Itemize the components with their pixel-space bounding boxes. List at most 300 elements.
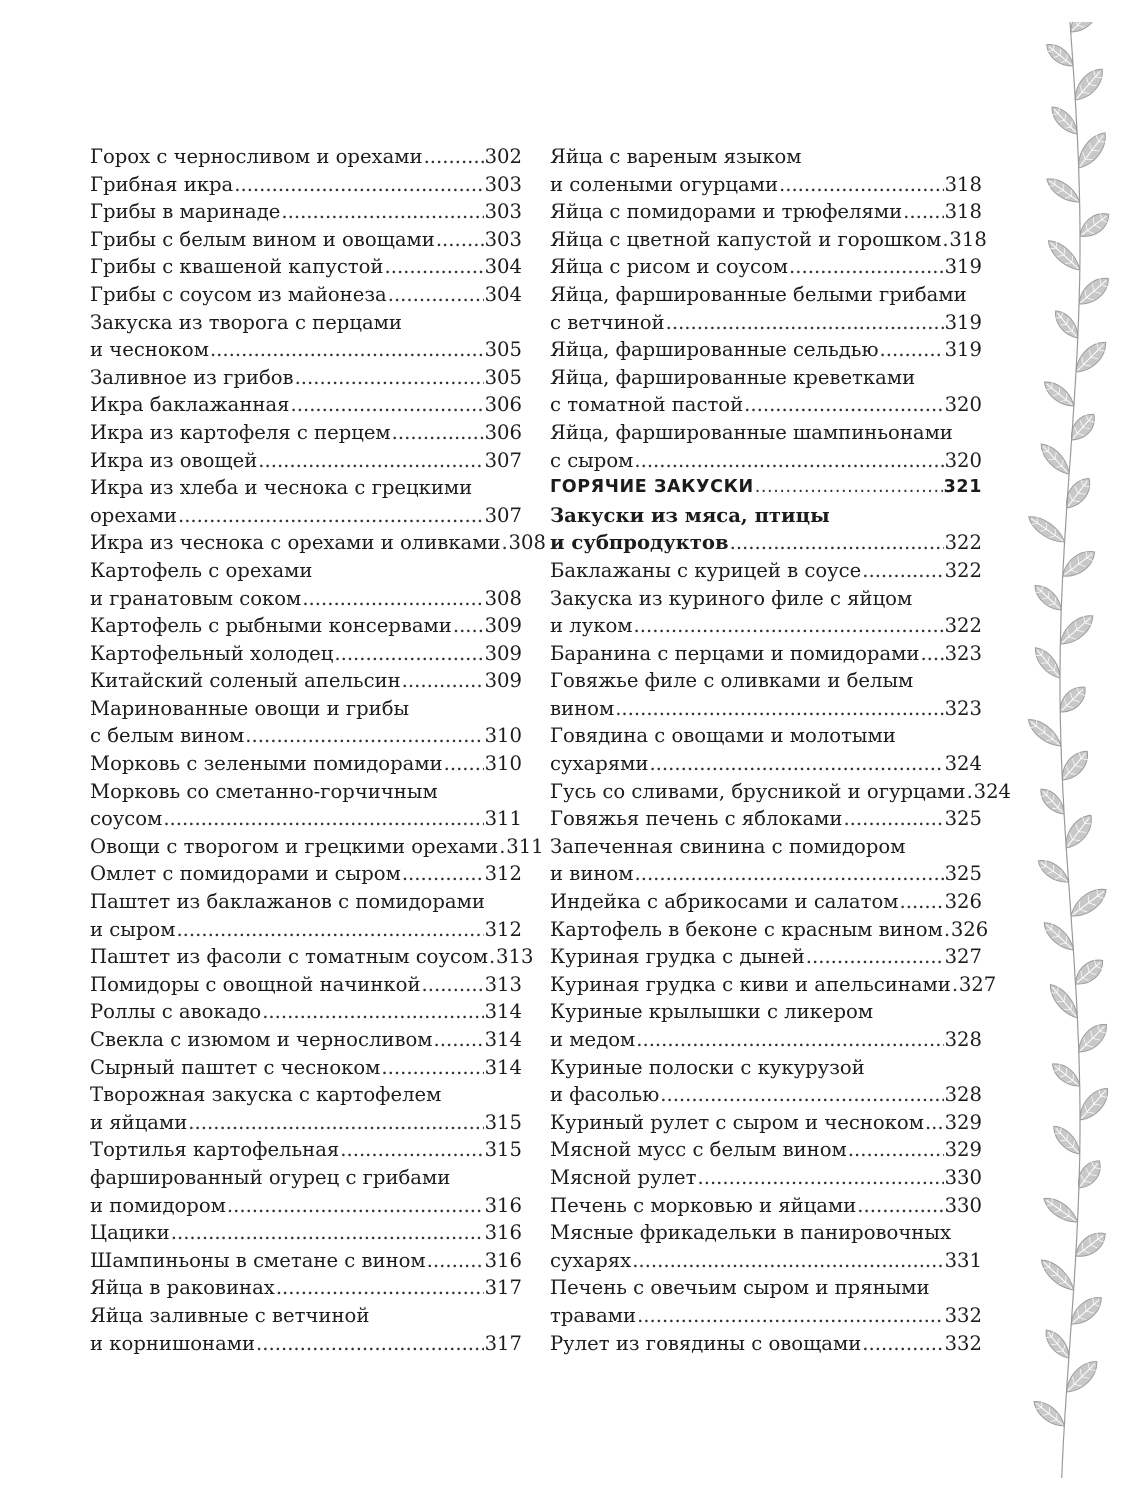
dot-leader — [903, 198, 943, 226]
dot-leader — [262, 998, 483, 1026]
toc-entry — [90, 998, 522, 1026]
toc-entry — [550, 336, 982, 364]
dot-leader — [857, 1192, 943, 1220]
leaf — [1041, 1326, 1074, 1362]
toc-page-number: 321 — [943, 477, 982, 498]
toc-page-number: 312 — [484, 917, 522, 941]
toc-entry-title-line: Яйца с помидорами и трюфелями — [550, 200, 903, 224]
toc-entry-title-line: с ветчиной — [550, 310, 665, 334]
toc-entry — [90, 1054, 522, 1082]
toc-page-number: 318 — [949, 227, 987, 251]
toc-entry-last-line — [90, 419, 522, 447]
toc-entry-last-line — [550, 336, 982, 364]
toc-page-number: 319 — [944, 310, 982, 334]
toc-entry — [90, 1164, 522, 1219]
toc-entry-last-line — [90, 805, 522, 833]
toc-entry-title-line: с сыром — [550, 448, 634, 472]
toc-entry-title-line: с томатной пастой — [550, 393, 744, 417]
dot-leader — [436, 226, 484, 254]
toc-entry-last-line — [90, 1219, 522, 1247]
toc-page-number: 308 — [484, 586, 522, 610]
toc-entry-last-line — [90, 1192, 522, 1220]
dot-leader — [385, 253, 484, 281]
dot-leader — [402, 860, 484, 888]
toc-entry-title-line: Куриные полоски с кукурузой — [550, 1055, 865, 1079]
dot-leader — [744, 391, 943, 419]
leaf-vine-border-icon — [1014, 22, 1126, 1478]
toc-page-number: 329 — [944, 1138, 982, 1162]
toc-entry — [90, 529, 546, 557]
dot-leader — [779, 171, 944, 199]
toc-entry — [550, 971, 997, 999]
toc-entry — [550, 722, 982, 777]
toc-entry-title-line: и помидором — [90, 1193, 226, 1217]
toc-page-number: 330 — [944, 1165, 982, 1189]
toc-entry-last-line — [550, 971, 997, 999]
toc-entry-title-line: Морковь со сметанно-горчичным — [90, 779, 438, 803]
toc-entry-title-line: и медом — [550, 1028, 636, 1051]
dot-leader — [789, 253, 944, 281]
toc-entry — [90, 309, 522, 364]
toc-entry-title-line: Икра из чеснока с орехами и оливками — [90, 531, 501, 555]
leaf — [1043, 174, 1084, 208]
dot-leader — [334, 640, 483, 668]
toc-entry — [90, 198, 522, 226]
toc-entry-last-line — [90, 943, 534, 971]
toc-entry — [550, 1192, 982, 1220]
toc-entry-title-line: Яйца с рисом и соусом — [550, 255, 789, 279]
toc-entry-title-line: Куриная грудка с киви и апельсинами — [550, 972, 951, 996]
toc-entry — [550, 1109, 982, 1137]
toc-entry-title-line: Омлет с помидорами и сыром — [90, 862, 401, 886]
leaf — [1049, 1122, 1085, 1159]
dot-leader — [502, 529, 508, 557]
toc-entry-title-line: Гусь со сливами, брусникой и огурцами — [550, 779, 966, 803]
toc-entry — [90, 750, 522, 778]
toc-entry-title-line: Яйца с вареным языком — [550, 145, 802, 168]
toc-entry-last-line — [550, 1081, 982, 1109]
toc-entry-last-line — [90, 1109, 522, 1137]
dot-leader — [967, 778, 973, 806]
toc-entry-title-line: Яйца с цветной капустой и горошком — [550, 227, 942, 251]
toc-page-number: 309 — [484, 669, 522, 693]
toc-entry — [90, 364, 522, 392]
dot-leader — [227, 1192, 484, 1220]
toc-entry-last-line — [90, 612, 522, 640]
toc-entry — [90, 226, 522, 254]
toc-entry — [90, 281, 522, 309]
dot-leader — [730, 529, 944, 557]
toc-entry-last-line — [90, 1136, 522, 1164]
toc-entry-title-line: Паштет из баклажанов с помидорами — [90, 890, 485, 914]
toc-entry-last-line — [90, 640, 522, 668]
toc-page-number: 324 — [973, 779, 1012, 803]
toc-entry-title-line: и солеными огурцами — [550, 172, 778, 196]
toc-entry-title-line: с белым вином — [90, 724, 245, 748]
toc-right-column — [550, 143, 1012, 1357]
dot-leader — [210, 336, 484, 364]
toc-entry-title-line: Маринованные овощи и грибы — [90, 696, 410, 720]
dot-leader — [258, 447, 483, 475]
toc-entry — [90, 557, 522, 612]
dot-leader — [434, 1026, 484, 1054]
toc-page-number: 304 — [484, 255, 522, 279]
toc-entry — [90, 391, 522, 419]
toc-entry — [550, 1330, 982, 1358]
toc-page-number: 319 — [944, 338, 982, 362]
toc-entry-title-line: Индейка с абрикосами и салатом — [550, 890, 899, 914]
toc-entry-last-line — [550, 888, 982, 916]
toc-entry-last-line — [550, 1247, 982, 1275]
toc-page-number: 307 — [484, 448, 522, 472]
toc-page-number: 304 — [484, 282, 522, 306]
dot-leader — [920, 640, 943, 668]
toc-entry-last-line — [90, 364, 522, 392]
toc-entry-last-line — [550, 1109, 982, 1137]
toc-entry — [550, 1136, 982, 1164]
toc-entry-title-line: Морковь с зелеными помидорами — [90, 752, 443, 776]
leaf — [1037, 1255, 1078, 1295]
toc-entry — [90, 143, 522, 171]
toc-page-number: 306 — [484, 393, 522, 417]
dot-leader — [381, 1054, 483, 1082]
toc-page-number: 313 — [496, 945, 534, 969]
toc-entry-title-line: и корнишонами — [90, 1331, 256, 1355]
toc-entry-last-line — [550, 943, 982, 971]
toc-page-number: 322 — [944, 558, 982, 582]
toc-entry-title-line: Мясной рулет — [550, 1165, 697, 1189]
toc-entry-title-line: Мясные фрикадельки в панировочных — [550, 1221, 951, 1245]
toc-page-number: 323 — [944, 641, 982, 665]
toc-entry-last-line — [90, 833, 544, 861]
dot-leader — [188, 1109, 483, 1137]
toc-entry-title-line: Картофель с рыбными консервами — [90, 614, 452, 638]
toc-entry-title-line: сухарях — [550, 1248, 632, 1272]
toc-entry-title-line: Грибы в маринаде — [90, 200, 281, 224]
toc-entry — [550, 198, 982, 226]
toc-page-number: 308 — [508, 531, 546, 555]
toc-entry-title-line: Яйца в раковинах — [90, 1276, 275, 1300]
toc-page-number: 305 — [484, 365, 522, 389]
toc-entry-last-line — [90, 336, 522, 364]
toc-page-number: 312 — [484, 862, 522, 886]
toc-entry-title-line: Куриные крылышки с ликером — [550, 1000, 874, 1024]
toc-entry-last-line — [90, 447, 522, 475]
toc-entry — [550, 1054, 982, 1109]
toc-page-number: 323 — [944, 696, 982, 720]
dot-leader — [176, 916, 483, 944]
toc-page-number: 318 — [944, 172, 982, 196]
dot-leader — [634, 612, 944, 640]
toc-entry-last-line — [550, 474, 982, 502]
toc-entry — [90, 833, 544, 861]
toc-entry — [90, 695, 522, 750]
toc-entry-title-line: Рулет из говядины с овощами — [550, 1331, 862, 1355]
dot-leader — [615, 695, 943, 723]
toc-entry-last-line — [550, 612, 982, 640]
dot-leader — [489, 943, 495, 971]
dot-leader — [291, 391, 484, 419]
dot-leader — [637, 1302, 944, 1330]
toc-entry-last-line — [550, 1302, 982, 1330]
toc-entry-last-line — [90, 281, 522, 309]
dot-leader — [698, 1164, 944, 1192]
toc-entry-last-line — [90, 667, 522, 695]
toc-entry-title-line: и гранатовым соком — [90, 586, 302, 610]
toc-entry-last-line — [550, 1330, 982, 1358]
toc-entry-last-line — [90, 529, 546, 557]
toc-entry-title-line: Картофельный холодец — [90, 641, 334, 665]
dot-leader — [942, 226, 948, 254]
toc-entry-title-line: сухарями — [550, 752, 649, 776]
toc-entry-title-line: Грибы с белым вином и овощами — [90, 227, 435, 251]
toc-entry-title-line: Икра из овощей — [90, 448, 258, 472]
dot-leader — [234, 171, 483, 199]
toc-page-number: 315 — [484, 1110, 522, 1134]
toc-entry-title-line: Яйца заливные с ветчиной — [90, 1303, 370, 1327]
toc-page-number: 306 — [484, 420, 522, 444]
toc-entry — [90, 1081, 522, 1136]
toc-entry-title-line: орехами — [90, 503, 177, 527]
dot-leader — [281, 198, 483, 226]
toc-entry-title-line: Свекла с изюмом и черносливом — [90, 1028, 433, 1051]
dot-leader — [392, 419, 484, 447]
dot-leader — [944, 916, 950, 944]
dot-leader — [880, 336, 944, 364]
toc-entry — [550, 640, 982, 668]
toc-entry-title-line: Тортилья картофельная — [90, 1138, 340, 1162]
dot-leader — [276, 1274, 484, 1302]
dot-leader — [666, 309, 944, 337]
toc-entry — [90, 1026, 522, 1054]
toc-entry — [550, 143, 982, 198]
toc-entry-title-line: Грибы с соусом из майонеза — [90, 282, 387, 306]
toc-page-number: 319 — [944, 255, 982, 279]
toc-entry-last-line — [90, 998, 522, 1026]
toc-page-number: 332 — [944, 1331, 982, 1355]
dot-leader — [649, 750, 943, 778]
leaf — [1030, 581, 1066, 615]
toc-page-number: 309 — [484, 641, 522, 665]
toc-entry-title-line: Баклажаны с курицей в соусе — [550, 558, 862, 582]
toc-entry — [550, 805, 982, 833]
toc-entry-title-line: Куриный рулет с сыром и чесноком — [550, 1110, 924, 1134]
toc-entry-title-line: Горох с черносливом и орехами — [90, 145, 423, 168]
toc-entry-title-line: и субпродуктов — [550, 531, 729, 555]
toc-entry-last-line — [90, 171, 522, 199]
toc-entry-title-line: Баранина с перцами и помидорами — [550, 641, 920, 665]
toc-page-number: 322 — [944, 531, 982, 555]
toc-page-number: 305 — [484, 338, 522, 362]
toc-entry-last-line — [90, 1247, 522, 1275]
toc-entry-title-line: Печень с морковью и яйцами — [550, 1193, 857, 1217]
toc-entry-title-line: Печень с овечьим сыром и пряными — [550, 1276, 930, 1300]
toc-page-number: 320 — [944, 448, 982, 472]
vine-stem — [1060, 22, 1080, 1478]
toc-page-number: 327 — [958, 972, 997, 996]
toc-entry-last-line — [550, 695, 982, 723]
toc-page-number: 307 — [484, 503, 522, 527]
leaf — [1025, 511, 1069, 547]
toc-entry-last-line — [90, 722, 522, 750]
dot-leader — [862, 1330, 943, 1358]
toc-entry — [550, 833, 982, 888]
leaf — [1044, 236, 1085, 275]
toc-page-number: 331 — [944, 1248, 982, 1272]
toc-entry-title-line: Закуска из куриного филе с яйцом — [550, 586, 913, 610]
toc-entry — [550, 419, 982, 474]
toc-page-number: 316 — [484, 1193, 522, 1217]
toc-entry-last-line — [90, 1026, 522, 1054]
dot-leader — [806, 943, 944, 971]
dot-leader — [402, 667, 484, 695]
toc-entry — [90, 943, 534, 971]
toc-entry-last-line — [550, 1164, 982, 1192]
toc-entry — [550, 364, 982, 419]
toc-entry-last-line — [550, 198, 982, 226]
toc-entry-title-line: Яйца, фаршированные шампиньонами — [550, 420, 953, 444]
toc-page-number: 303 — [484, 200, 522, 224]
toc-page-number: 314 — [484, 1028, 522, 1051]
toc-page-number: 314 — [484, 1000, 522, 1024]
toc-entry-last-line — [550, 391, 982, 419]
toc-entry-last-line — [550, 860, 982, 888]
toc-entry-last-line — [550, 447, 982, 475]
toc-entry-title-line: Заливное из грибов — [90, 365, 294, 389]
toc-entry-title-line: Икра из хлеба и чеснока с грецкими — [90, 476, 473, 500]
toc-entry — [550, 888, 982, 916]
toc-entry-title-line: и луком — [550, 614, 633, 638]
toc-entry — [550, 916, 989, 944]
dot-leader — [302, 585, 483, 613]
dot-leader — [925, 1109, 944, 1137]
toc-page-number: 327 — [944, 945, 982, 969]
dot-leader — [295, 364, 484, 392]
toc-entry — [90, 171, 522, 199]
toc-page-number: 330 — [944, 1193, 982, 1217]
toc-page-number: 322 — [944, 614, 982, 638]
toc-entry — [550, 253, 982, 281]
toc-page-number: 328 — [944, 1083, 982, 1107]
toc-entry — [90, 971, 522, 999]
toc-entry-title-line: ГОРЯЧИЕ ЗАКУСКИ — [550, 477, 754, 498]
toc-page-number: 324 — [944, 752, 982, 776]
toc-entry-title-line: Говядина с овощами и молотыми — [550, 724, 896, 748]
toc-entry-last-line — [550, 805, 982, 833]
toc-entry — [550, 778, 1012, 806]
toc-entry-title-line: Яйца, фаршированные белыми грибами — [550, 282, 967, 306]
leaf — [1040, 1193, 1081, 1228]
toc-page-number: 328 — [944, 1028, 982, 1051]
dot-leader — [499, 833, 505, 861]
toc-entry-last-line — [90, 971, 522, 999]
toc-entry — [90, 1136, 522, 1164]
toc-entry-title-line: вином — [550, 696, 615, 720]
toc-entry — [90, 1219, 522, 1247]
toc-entry — [550, 226, 987, 254]
toc-page-number: 318 — [944, 200, 982, 224]
toc-page-number: 310 — [484, 752, 522, 776]
toc-entry-last-line — [550, 557, 982, 585]
toc-entry — [90, 860, 522, 888]
dot-leader — [178, 502, 484, 530]
toc-entry — [550, 667, 982, 722]
toc-entry-title-line: Закуски из мяса, птицы — [550, 503, 830, 527]
toc-entry-title-line: Роллы с авокадо — [90, 1000, 262, 1024]
toc-entry-title-line: Закуска из творога с перцами — [90, 310, 402, 334]
toc-entry-last-line — [550, 1026, 982, 1054]
dot-leader — [632, 1247, 943, 1275]
toc-entry — [90, 778, 522, 833]
toc-entry-last-line — [90, 1054, 522, 1082]
toc-entry — [550, 1274, 982, 1329]
toc-entry-last-line — [90, 226, 522, 254]
toc-entry — [90, 253, 522, 281]
toc-entry — [550, 502, 982, 557]
dot-leader — [256, 1330, 484, 1358]
toc-entry-title-line: Шампиньоны в сметане с вином — [90, 1248, 426, 1272]
toc-page-number: 315 — [484, 1138, 522, 1162]
toc-entry-title-line: фаршированный огурец с грибами — [90, 1165, 451, 1189]
toc-entry-last-line — [550, 778, 1012, 806]
toc-page-number: 317 — [484, 1276, 522, 1300]
toc-entry-title-line: Помидоры с овощной начинкой — [90, 972, 421, 996]
toc-entry-title-line: Яйца, фаршированные креветками — [550, 365, 916, 389]
toc-entry-last-line — [90, 253, 522, 281]
toc-entry — [550, 585, 982, 640]
toc-entry — [90, 640, 522, 668]
toc-page-number: 309 — [484, 614, 522, 638]
toc-entry-last-line — [90, 585, 522, 613]
leaf — [1075, 208, 1114, 243]
toc-page-number: 329 — [944, 1110, 982, 1134]
toc-entry — [90, 1247, 522, 1275]
toc-entry-title-line: Куриная грудка с дыней — [550, 945, 805, 969]
toc-entry — [90, 667, 522, 695]
leaf — [1069, 64, 1108, 106]
leaf — [1036, 439, 1074, 478]
toc-entry — [90, 888, 522, 943]
toc-entry-title-line: Сырный паштет с чесноком — [90, 1055, 381, 1079]
toc-page-number: 314 — [484, 1055, 522, 1079]
dot-leader — [862, 557, 943, 585]
dot-leader — [755, 474, 943, 502]
toc-page-number: 332 — [944, 1303, 982, 1327]
toc-entry-last-line — [90, 391, 522, 419]
toc-entry — [550, 1219, 982, 1274]
toc-entry-last-line — [90, 198, 522, 226]
toc-page-number: 310 — [484, 724, 522, 748]
dot-leader — [424, 143, 484, 171]
toc-entry-title-line: травами — [550, 1303, 637, 1327]
toc-entry-title-line: Икра из картофеля с перцем — [90, 420, 391, 444]
toc-entry-title-line: и сыром — [90, 917, 176, 941]
toc-entry-last-line — [90, 1330, 522, 1358]
toc-page-number: 316 — [484, 1221, 522, 1245]
toc-entry-title-line: Картофель с орехами — [90, 558, 313, 582]
toc-entry-title-line: Грибная икра — [90, 172, 234, 196]
toc-entry-title-line: Китайский соленый апельсин — [90, 669, 401, 693]
dot-leader — [636, 1026, 943, 1054]
toc-entry — [90, 419, 522, 447]
toc-entry — [550, 1164, 982, 1192]
toc-page-number: 313 — [484, 972, 522, 996]
toc-entry-title-line: Овощи с творогом и грецкими орехами — [90, 834, 499, 858]
dot-leader — [422, 971, 484, 999]
toc-entry-last-line — [550, 1136, 982, 1164]
leaf — [1065, 409, 1100, 445]
toc-entry-title-line: соусом — [90, 807, 163, 831]
